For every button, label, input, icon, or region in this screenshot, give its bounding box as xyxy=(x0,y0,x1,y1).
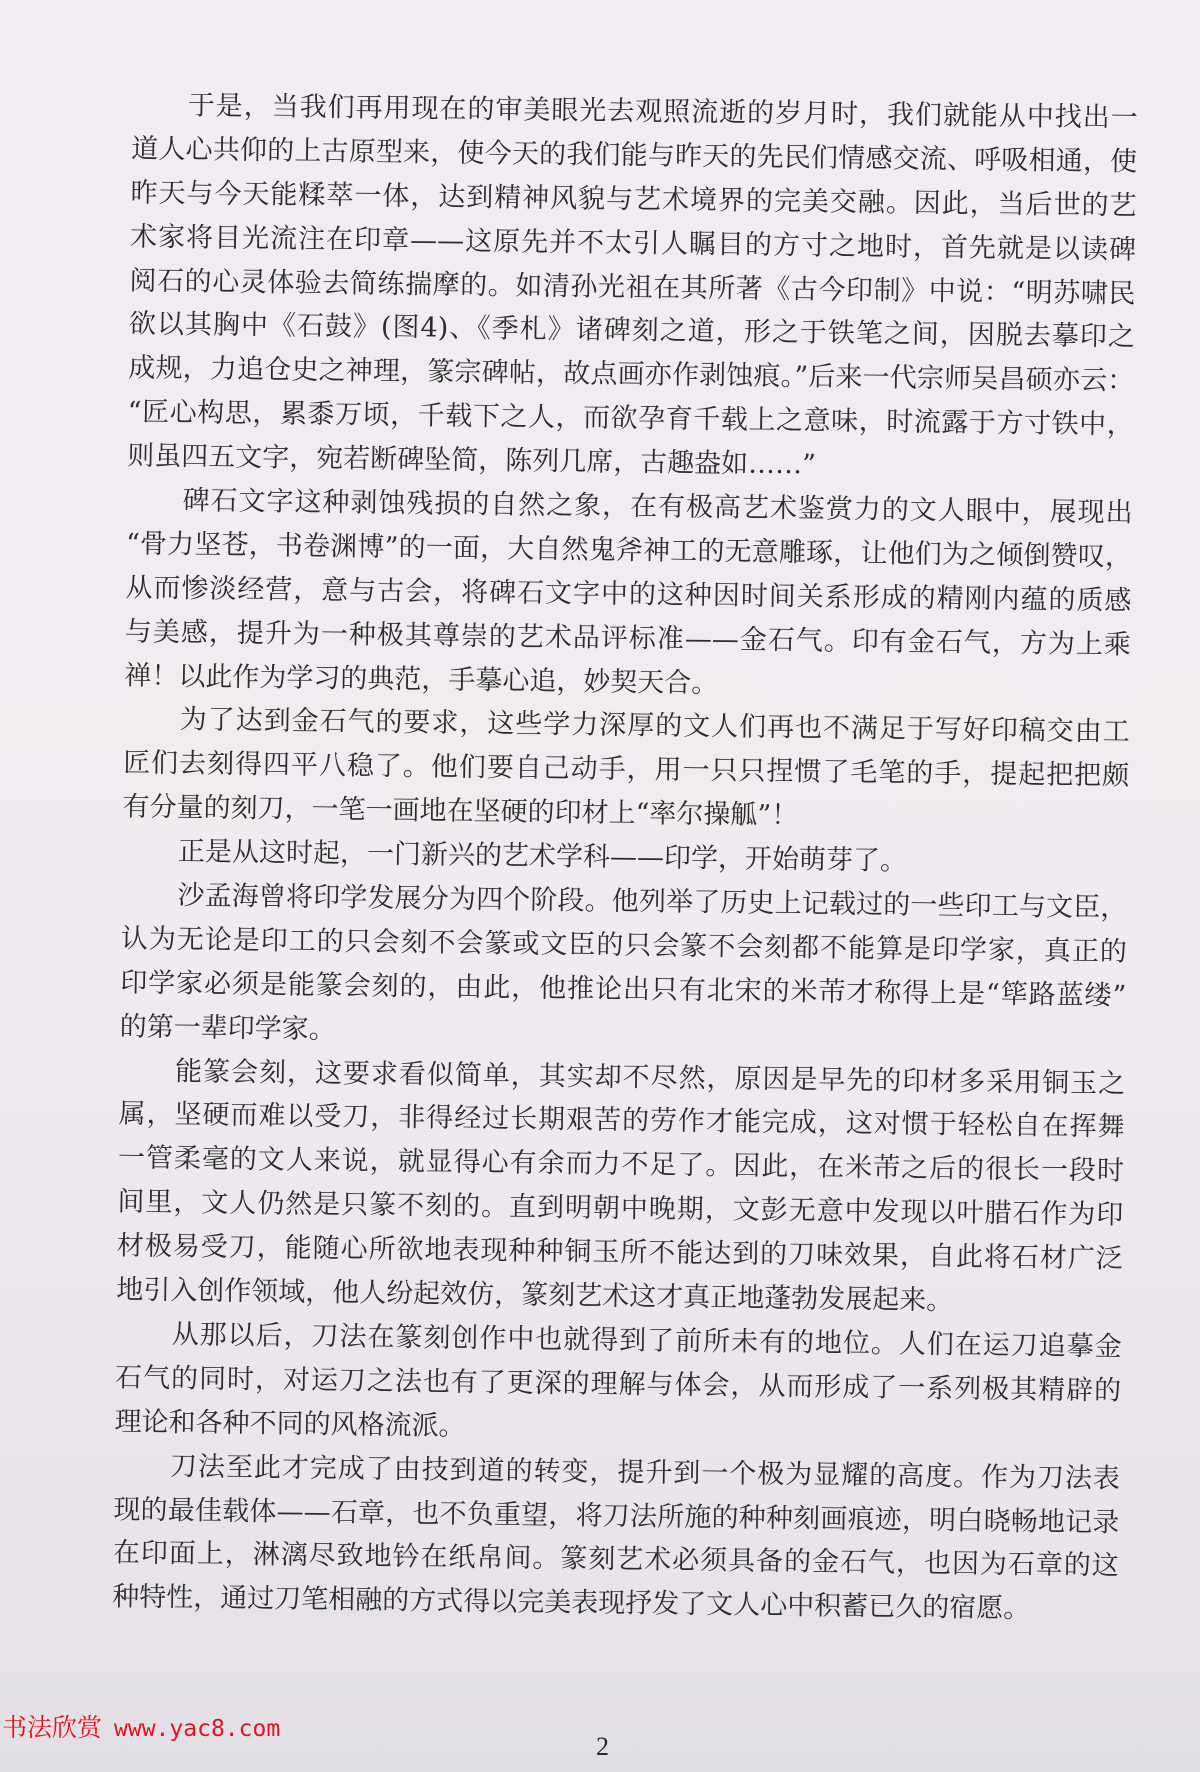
text-line: “骨力坚苍，书卷渊博”的一面，大自然鬼斧神工的无意雕琢，让他们为之倾倒赞叹， xyxy=(125,528,1133,573)
text-line: 欲以其胸中《石鼓》(图4)、《季札》诸碑刻之道，形之于铁笔之间，因脱去摹印之 xyxy=(128,308,1136,354)
text-line: 道人心共仰的上古原型来，使今天的我们能与昨天的先民们情感交流、呼吸相通，使 xyxy=(131,133,1138,178)
text-line: 匠们去刻得四平八稳了。他们要自己动手，用一只只捏惯了毛笔的手，提起把把颇 xyxy=(122,747,1130,792)
text-line: 从而惨淡经营，意与古会，将碑石文字中的这种因时间关系形成的精刚内蕴的质感 xyxy=(125,572,1132,617)
text-line: 材极易受刀，能随心所欲地表现种种铜玉所不能达到的刀味效果，自此将石材广泛 xyxy=(116,1230,1123,1275)
text-line: 种特性，通过刀笔相融的方式得以完美表现抒发了文人心中积蓄已久的宿愿。 xyxy=(112,1581,1031,1625)
paragraph xyxy=(127,83,1138,491)
text-line: 从那以后，刀法在篆刻创作中也就得到了前所未有的地位。人们在运刀追摹金 xyxy=(171,1319,1122,1363)
watermark-title: 书法欣赏 xyxy=(2,1713,103,1742)
text-line: 正是从这时起，一门新兴的艺术学科——印学，开始萌芽了。 xyxy=(177,836,908,877)
paragraph xyxy=(116,1049,1125,1325)
text-line: 能篆会刻，这要求看似简单，其实却不尽然，原因是早先的印材多采用铜玉之 xyxy=(174,1055,1126,1100)
text-line: 在印面上，淋漓尽致地钤在纸帛间。篆刻艺术必须具备的金石气，也因为石章的这 xyxy=(112,1537,1119,1582)
text-line: 理论和各种不同的风格流派。 xyxy=(114,1406,466,1442)
text-line: 术家将目光流注在印章——这原先并不太引人瞩目的方寸之地时，首先就是以读碑 xyxy=(129,221,1137,266)
text-line: 禅！以此作为学习的典范，手摹心追，妙契天合。 xyxy=(124,660,719,699)
text-line: 有分量的刻刀，一笔一画地在坚硬的印材上“率尔操觚”！ xyxy=(122,791,799,832)
text-line: 属，坚硬而难以受刀，非得经过长期艰苦的劳作才能完成，这对惯于轻松自在挥舞 xyxy=(118,1098,1125,1144)
text-line: 成规，力追仓史之神理，篆宗碑帖，故点画亦作剥蚀痕。”后来一代宗师吴昌硕亦云： xyxy=(128,352,1135,397)
paragraph xyxy=(119,873,1127,1062)
text-line: 现的最佳载体——石章，也不负重望，将刀法所施的种种刻画痕迹，明白晓畅地记录 xyxy=(113,1493,1120,1539)
text-line: 沙孟海曾将印学发展分为四个阶段。他列举了历史上记载过的一些印工与文臣， xyxy=(177,880,1128,924)
text-line: 于是，当我们再用现在的审美眼光去观照流逝的岁月时，我们就能从中找出一 xyxy=(187,90,1138,134)
text-line: 地引入创作领域，他人纷起效仿，篆刻艺术这才真正地蓬勃发展起来。 xyxy=(116,1274,954,1317)
site-watermark xyxy=(2,1712,280,1745)
text-line: 的第一辈印学家。 xyxy=(119,1011,336,1045)
text-line: 印学家必须是能篆会刻的，由此，他推论出只有北宋的米芾才称得上是“筚路蓝缕” xyxy=(120,967,1127,1012)
text-line: 认为无论是印工的只会刻不会篆或文臣的只会篆不会刻都不能算是印学家，真正的 xyxy=(120,923,1128,968)
body-text xyxy=(112,83,1138,1632)
text-line: 一管柔毫的文人来说，就显得心有余而力不足了。因此，在米芾之后的很长一段时 xyxy=(117,1142,1125,1187)
page-number: 2 xyxy=(596,1732,609,1761)
text-line: 为了达到金石气的要求，这些学力深厚的文人们再也不满足于写好印稿交由工 xyxy=(179,704,1130,749)
watermark-url: www.yac8.com xyxy=(114,1716,281,1742)
text-line: 与美感，提升为一种极其尊崇的艺术品评标准——金石气。印有金石气，方为上乘 xyxy=(124,616,1132,661)
paragraph xyxy=(112,1444,1120,1633)
text-line: 则虽四五文字，宛若断碑坠简，陈列几席，古趣盎如……” xyxy=(127,440,817,481)
paragraph xyxy=(122,698,1130,843)
text-line: “匠心构思，累黍万顷，千载下之人，而欲孕育千载上之意味，时流露于方寸铁中， xyxy=(127,396,1134,441)
text-line: 间里，文人仍然是只篆不刻的。直到明朝中晚期，文彭无意中发现以叶腊石作为印 xyxy=(117,1186,1124,1231)
paragraph xyxy=(114,1312,1122,1457)
text-line: 碑石文字这种剥蚀残损的自然之象，在有极高艺术鉴赏力的文人眼中，展现出 xyxy=(182,485,1133,529)
text-line: 刀法至此才完成了由技到道的转变，提升到一个极为显耀的高度。作为刀法表 xyxy=(169,1450,1121,1495)
text-line: 昨天与今天能糅萃一体，达到精神风貌与艺术境界的完美交融。因此，当后世的艺 xyxy=(130,177,1137,222)
text-line: 阅石的心灵体验去简练揣摩的。如清孙光祖在其所著《古今印制》中说：“明苏啸民 xyxy=(129,265,1136,310)
text-line: 石气的同时，对运刀之法也有了更深的理解与体会，从而形成了一系列极其精辟的 xyxy=(114,1362,1122,1407)
paragraph xyxy=(124,478,1133,711)
